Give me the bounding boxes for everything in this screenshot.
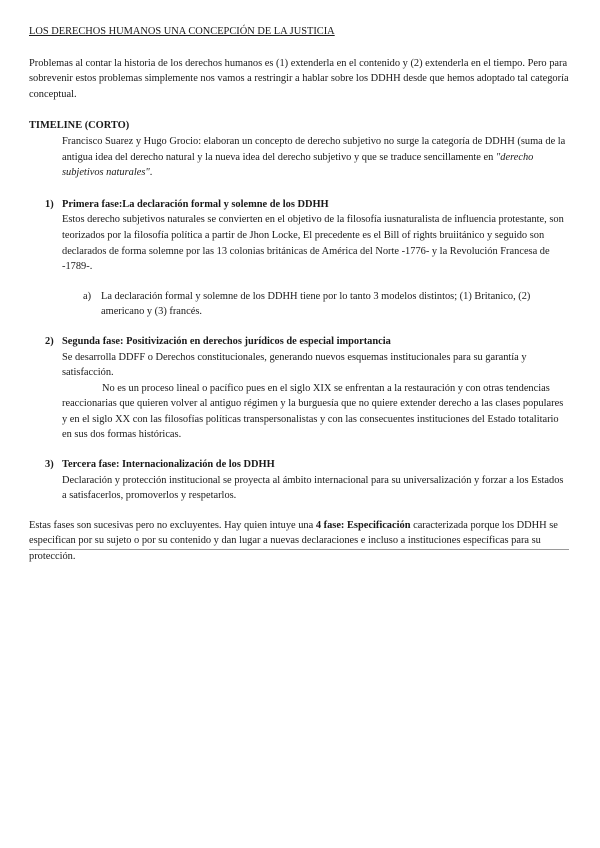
phase-1 [29,197,569,320]
phase-3-title: Tercera fase: Internacionalización de los DDHH [62,459,275,471]
closing-paragraph [29,518,569,565]
phase-3 [29,457,569,504]
phase-1-heading [29,197,569,213]
phase-2-heading [29,334,569,350]
timeline-body-end: . [149,167,153,179]
phase-2-title: Segunda fase: Positivización en derechos jurídicos de especial importancia [62,335,391,347]
horizontal-divider [29,549,569,550]
phase-1-body: Estos derecho subjetivos naturales se convierten en el objetivo de la filosofía iusnaturalista de influencia protestante, son teorizados por la filosofía política a partir de Jhon Locke, El precedente es el Bill of rights bruiitánico y seguido son declarados de forma solemne por las 13 colonias británicas de América del Norte -1776- y la Revolución Francesa de -1789-. [62,214,564,273]
phase-1-number: 1) [45,198,54,210]
phase-3-heading [29,457,569,473]
document-page [29,24,569,581]
closing-text-before: Estas fases son sucesivas pero no excluyentes. Hay quien intuye una [29,519,316,531]
document-title: LOS DERECHOS HUMANOS UNA CONCEPCIÓN DE LA JUSTICIA [29,26,335,37]
closing-text-after: caracterizada porque los DDHH se especifican por su sujeto o por su contenido y dan lugar a nuevas declaraciones e incluso a instituciones específicas para su protección. [29,519,558,563]
phase-2-number: 2) [45,335,54,347]
closing-text-bold: 4 fase: Especificación [315,519,411,531]
timeline-body [62,134,569,181]
phase-2-body: Se desarrolla DDFF o Derechos constitucionales, generando nuevos esquemas institucionales para su garantía y satisfacción. [62,351,527,379]
phase-2 [29,334,569,443]
phase-2-body-2: No es un proceso lineal o pacífico pues en el siglo XIX se enfrentan a la restauración y con otras tendencias reaccionarias que quieren volver al antiguo régimen y la burguesía que no quiere extender derecho a las clases populares y en el siglo XX con las filosofías políticas transpersonalistas y con las consecuentes instituciones del Estado totalitario en sus dos formas históricas. [62,382,564,441]
timeline-section [29,118,569,180]
timeline-body-text: Francisco Suarez y Hugo Grocio: elaboran un concepto de derecho subjetivo no surge la categoría de DDHH (suma de la antigua idea del derecho natural y la nueva idea del derecho subjetivo y que se traduce sencillamente en [62,135,566,163]
phase-1-subitem-letter: a) [83,290,92,302]
timeline-heading: TIMELINE (CORTO) [29,120,130,132]
intro-paragraph: Problemas al contar la historia de los derechos humanos es (1) extenderla en el contenido y (2) extenderla en el tiempo. Pero para sobrevenir estos problemas simplemente nos vamos a restringir a hablar sobre los DDHH desde que hemos adoptado tal categoría conceptual. [29,57,569,100]
phase-1-subitem-text: La declaración formal y solemne de los DDHH tiene por lo tanto 3 modelos distintos; (1) Britanico, (2) americano y (3) francés. [101,290,531,318]
phase-1-title: Primera fase:La declaración formal y solemne de los DDHH [62,198,329,210]
phase-3-number: 3) [45,459,54,471]
phase-1-subitem [83,289,569,320]
timeline-body-italic: "derecho subjetivos naturales" [62,151,534,179]
phase-3-body: Declaración y protección institucional se proyecta al ámbito internacional para su universalización y forzar a los Estados a satisfacerlos, promoverlos y respetarlos. [62,474,564,502]
